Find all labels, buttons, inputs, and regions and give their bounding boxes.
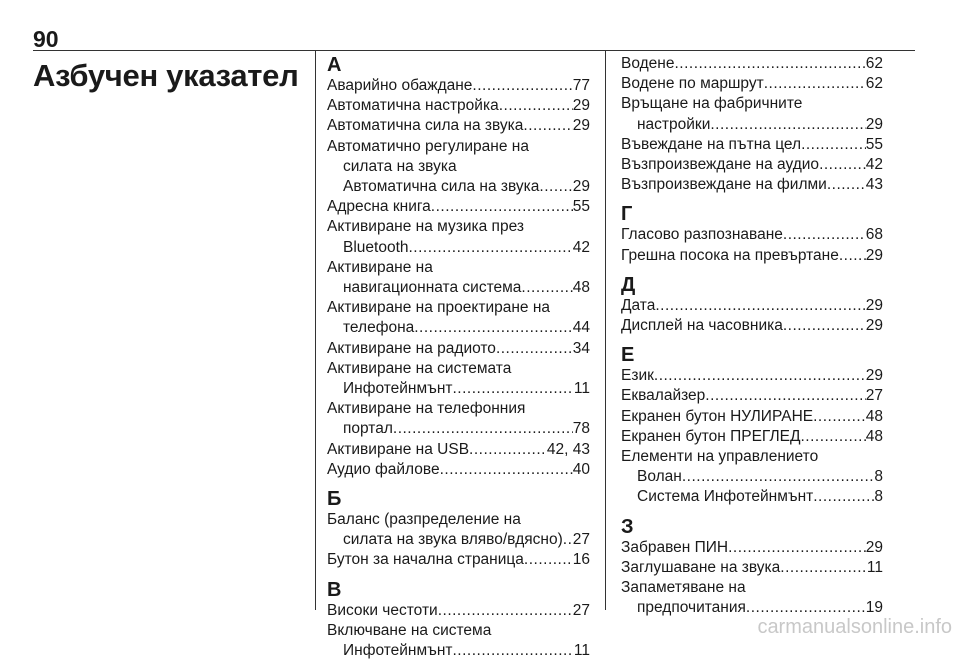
- section-letter: Д: [621, 273, 636, 296]
- entry-text: Въвеждане на пътна цел: [621, 135, 802, 153]
- index-entry: [327, 510, 590, 550]
- dot-leader: [524, 550, 573, 570]
- index-entry: [327, 177, 590, 197]
- entry-text-continued: силата на звука: [343, 157, 457, 175]
- entry-text: Високи честоти: [327, 601, 438, 619]
- entry-text: Активиране на проектиране на: [327, 299, 551, 317]
- entry-text: Волан: [637, 468, 682, 486]
- entry-text: Автоматична настройка: [327, 97, 499, 115]
- dot-leader: [674, 54, 865, 74]
- entry-text: Език: [621, 367, 654, 385]
- entry-text: Система Инфотейнмънт: [637, 488, 814, 506]
- dot-leader: [655, 296, 865, 316]
- dot-leader: [728, 538, 866, 558]
- dot-leader: [819, 155, 866, 175]
- dot-leader: [827, 175, 866, 195]
- entry-text-continued: силата на звука вляво/вдясно): [343, 531, 563, 549]
- entry-page: 16: [572, 551, 590, 569]
- index-entry: [621, 74, 883, 94]
- entry-page: 77: [572, 77, 590, 94]
- dot-leader: [710, 115, 865, 135]
- index-entry: [327, 399, 590, 439]
- dot-leader: [431, 197, 573, 217]
- entry-text: Автоматична сила на звука: [343, 178, 540, 196]
- entry-page: 42: [865, 156, 883, 174]
- entry-page: 48: [865, 407, 883, 425]
- entry-text: Автоматично регулиране на: [327, 137, 529, 155]
- dot-leader: [499, 96, 573, 116]
- entry-line: [621, 54, 883, 74]
- entry-line: [327, 460, 590, 480]
- index-entry: [621, 558, 883, 578]
- entry-text: Запаметяване на: [621, 579, 746, 597]
- entry-page: 11: [573, 642, 590, 660]
- entry-text: Аварийно обаждане: [327, 77, 473, 94]
- entry-text-continued: навигационната система: [343, 279, 522, 297]
- entry-line: [621, 296, 883, 316]
- entry-line: [327, 278, 590, 298]
- entry-page: 48: [572, 279, 590, 297]
- section-letter: В: [327, 578, 342, 601]
- entry-page: 40: [572, 460, 590, 478]
- entry-text: Аудио файлове: [327, 460, 440, 478]
- index-entry: [621, 225, 883, 245]
- dot-leader: [813, 407, 866, 427]
- entry-page: 34: [572, 339, 590, 357]
- entry-line: [621, 407, 883, 427]
- entry-line: [327, 197, 590, 217]
- index-column-2: [621, 54, 883, 618]
- index-entry: [621, 386, 883, 406]
- entry-page: 8: [874, 488, 883, 506]
- dot-leader: [469, 440, 547, 460]
- watermark: carmanualsonline.info: [757, 616, 952, 638]
- entry-page: 29: [572, 117, 590, 135]
- entry-page: 55: [572, 198, 590, 216]
- dot-leader: [393, 419, 573, 439]
- entry-text: Дисплей на часовника: [621, 317, 783, 335]
- entry-page: 55: [865, 135, 883, 153]
- entry-text: Заглушаване на звука: [621, 558, 781, 576]
- entry-text: Гласово разпознаване: [621, 226, 783, 244]
- entry-text-continued: Инфотейнмънт: [343, 642, 453, 660]
- entry-line: [327, 116, 590, 136]
- entry-page: 27: [572, 601, 590, 619]
- entry-text: Автоматична сила на звука: [327, 117, 524, 135]
- entry-page: 68: [865, 226, 883, 244]
- entry-page: 27: [572, 531, 590, 549]
- entry-page: 42: [572, 238, 590, 256]
- entry-page: 8: [874, 468, 883, 486]
- index-entry: [621, 246, 883, 266]
- dot-leader: [764, 74, 866, 94]
- entry-page: 27: [865, 387, 883, 405]
- entry-line: [327, 379, 590, 399]
- dot-leader: [409, 238, 573, 258]
- index-section: [327, 488, 590, 571]
- index-entry: [327, 76, 590, 96]
- dot-leader: [440, 460, 573, 480]
- entry-line: [327, 76, 590, 96]
- index-column-1: [327, 54, 590, 661]
- index-entry: [327, 550, 590, 570]
- entry-line: [327, 157, 590, 177]
- section-letter: З: [621, 515, 634, 538]
- entry-text: Възпроизвеждане на филми: [621, 176, 827, 194]
- entry-line: [621, 316, 883, 336]
- entry-text: Бутон за начална страница: [327, 551, 524, 569]
- entry-page: 29: [865, 296, 883, 314]
- index-entry: [327, 440, 590, 460]
- entry-page: 43: [865, 176, 883, 194]
- dot-leader: [523, 116, 572, 136]
- entry-line: [621, 74, 883, 94]
- section-letter: Е: [621, 344, 635, 367]
- index-entry: [621, 155, 883, 175]
- entry-text-continued: предпочитания: [637, 599, 746, 617]
- index-entry: [621, 135, 883, 155]
- entry-text: Връщане на фабричните: [621, 95, 803, 113]
- dot-leader: [783, 225, 866, 245]
- dot-leader: [453, 379, 574, 399]
- index-entry: [621, 54, 883, 74]
- entry-line: [621, 225, 883, 245]
- index-entry: [621, 316, 883, 336]
- entry-page: 29: [865, 115, 883, 133]
- dot-leader: [800, 427, 865, 447]
- entry-page: 19: [865, 599, 883, 617]
- entry-text: Възпроизвеждане на аудио: [621, 156, 820, 174]
- entry-text: Активиране на радиото: [327, 339, 496, 357]
- entry-text: Грешна посока на превъртане: [621, 246, 839, 264]
- index-entry: [621, 296, 883, 316]
- entry-text-continued: Инфотейнмънт: [343, 380, 453, 398]
- dot-leader: [813, 487, 874, 507]
- entry-line: [621, 115, 883, 135]
- index-section: [327, 579, 590, 661]
- entry-text-continued: настройки: [637, 115, 711, 133]
- index-entry: [327, 137, 590, 177]
- entry-line: [327, 419, 590, 439]
- index-section: [621, 203, 883, 265]
- entry-page: 78: [572, 420, 590, 438]
- index-entry: [327, 258, 590, 298]
- dot-leader: [783, 316, 866, 336]
- column-divider: [315, 50, 316, 610]
- entry-line: [327, 318, 590, 338]
- index-entry: [327, 197, 590, 217]
- entry-page: 29: [865, 538, 883, 556]
- index-entry: [621, 427, 883, 447]
- dot-leader: [839, 246, 866, 266]
- entry-line: [327, 177, 590, 197]
- entry-text: Баланс (разпределение на: [327, 511, 521, 529]
- index-entry: [327, 217, 590, 257]
- entry-text: Активиране на телефонния: [327, 400, 526, 418]
- index-entry: [621, 175, 883, 195]
- index-entry: [621, 487, 883, 507]
- index-entry: [327, 116, 590, 136]
- section-letter: Г: [621, 203, 633, 226]
- entry-page: 29: [865, 317, 883, 335]
- entry-text: Забравен ПИН: [621, 538, 729, 556]
- entry-line: [327, 530, 590, 550]
- index-entry: [327, 601, 590, 621]
- entry-line: [327, 238, 590, 258]
- dot-leader: [438, 601, 573, 621]
- entry-line: [621, 175, 883, 195]
- dot-leader: [521, 278, 572, 298]
- entry-text: Включване на система: [327, 621, 492, 639]
- dot-leader: [453, 641, 574, 661]
- dot-leader: [414, 318, 573, 338]
- index-entry: [327, 339, 590, 359]
- entry-line: [327, 339, 590, 359]
- dot-leader: [539, 177, 572, 197]
- index-entry: [621, 407, 883, 427]
- entry-page: 29: [865, 246, 883, 264]
- entry-line: [621, 447, 883, 467]
- section-letter: Б: [327, 488, 342, 511]
- index-entry: [327, 298, 590, 338]
- index-section: [621, 516, 883, 619]
- index-entry: [327, 621, 590, 661]
- entry-line: [621, 366, 883, 386]
- index-section: [621, 344, 883, 507]
- entry-text: Активиране на музика през: [327, 218, 524, 236]
- entry-text-continued: телефона: [343, 319, 415, 337]
- dot-leader: [496, 339, 573, 359]
- entry-line: [621, 155, 883, 175]
- entry-text-continued: Bluetooth: [343, 238, 409, 256]
- entry-page: 62: [865, 55, 883, 72]
- entry-page: 29: [572, 178, 590, 196]
- dot-leader: [682, 467, 875, 487]
- entry-text: Активиране на: [327, 258, 433, 276]
- entry-line: [621, 246, 883, 266]
- entry-text: Адресна книга: [327, 198, 431, 216]
- entry-page: 42, 43: [546, 440, 590, 458]
- page-number: 90: [33, 26, 59, 52]
- dot-leader: [472, 76, 572, 96]
- entry-line: [327, 641, 590, 661]
- entry-page: 29: [572, 97, 590, 115]
- index-entry: [621, 366, 883, 386]
- index-entry: [621, 538, 883, 558]
- entry-text: Активиране на USB: [327, 440, 470, 458]
- entry-text: Еквалайзер: [621, 387, 706, 405]
- index-entry: [327, 460, 590, 480]
- entry-line: [621, 386, 883, 406]
- entry-text: Дата: [621, 296, 656, 314]
- index-section: [621, 274, 883, 336]
- dot-leader: [780, 558, 867, 578]
- dot-leader: [705, 386, 865, 406]
- column-divider: [605, 50, 606, 610]
- section-letter: А: [327, 54, 342, 76]
- dot-leader: [654, 366, 866, 386]
- entry-line: [621, 135, 883, 155]
- entry-line: [327, 550, 590, 570]
- entry-page: 11: [573, 380, 590, 398]
- index-entry: [621, 447, 883, 467]
- entry-text: Водене по маршрут: [621, 75, 764, 93]
- entry-page: 62: [865, 75, 883, 93]
- entry-text: Елементи на управлението: [621, 448, 819, 466]
- entry-text: Екранен бутон ПРЕГЛЕД: [621, 427, 801, 445]
- entry-text: Екранен бутон НУЛИРАНЕ: [621, 407, 814, 425]
- index-section: [327, 54, 590, 480]
- entry-page: 11: [866, 558, 883, 576]
- entry-line: [621, 487, 883, 507]
- entry-line: [327, 96, 590, 116]
- index-title: Азбучен указател: [33, 58, 299, 93]
- entry-line: [327, 440, 590, 460]
- dot-leader: [801, 135, 866, 155]
- index-entry: [327, 96, 590, 116]
- entry-line: [621, 558, 883, 578]
- entry-page: 44: [572, 319, 590, 337]
- index-entry: [327, 359, 590, 399]
- entry-text: Водене: [621, 55, 675, 72]
- entry-text-continued: портал: [343, 420, 393, 438]
- index-entry: [621, 578, 883, 618]
- dot-leader: [563, 530, 573, 550]
- index-entry: [621, 467, 883, 487]
- entry-text: Активиране на системата: [327, 359, 512, 377]
- entry-line: [621, 538, 883, 558]
- index-section: [621, 54, 883, 195]
- entry-line: [621, 467, 883, 487]
- entry-line: [327, 601, 590, 621]
- index-entry: [621, 94, 883, 134]
- entry-page: 48: [865, 427, 883, 445]
- entry-line: [621, 427, 883, 447]
- entry-page: 29: [865, 367, 883, 385]
- header-rule: [33, 50, 915, 51]
